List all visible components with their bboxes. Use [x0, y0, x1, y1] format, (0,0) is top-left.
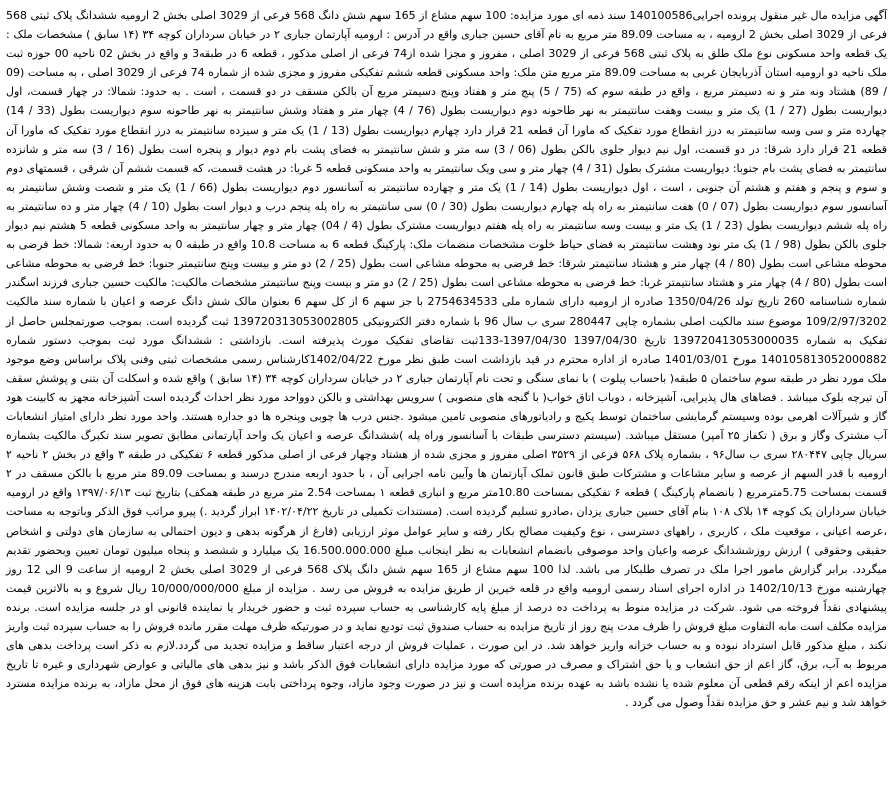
auction-notice-text: آگهی مزایده مال غیر منقول پرونده اجرایی140100586 سند ذمه ای مورد مزایده: 100 سهم مشاع از 165 سهم شش دانگ 568 فرعی از 3029 اصلی بخش 2 ارومیه ششدانگ پلاک ثبتی 568 فرعی از 3029 اصلی بخش 2 ارومیه ، به مساحت 89.09 متر مربع به نام آقای حسین جباری واقع در آدرس : ارومیه آپارتمان جباری ۲ در خیابان سرداران کوچه ۳۴ (۱۴ سابق ) مشخصات ملک : یک قطعه واحد مسکونی نوع ملک طلق به پلاک ثبتی 568 فرعی از 3029 اصلی ، مفروز و مجزا شده از74 فرعی از اصلی مذکور ، قطعه 6 در طبقه3 و واقع در بخش 02 ناحیه 00 حوزه ثبت ملک ناحیه دو ارومیه استان آذربایجان غربی به مساحت 89.09 متر مربع متن ملک: واحد مسکونی قطعه ششم تفکیکی مفروز و مجزی شده از شماره 74 فرعی از 3029 اصلی ، به مساحت (09 / 89) هشتاد ونه متر و نه دسیمتر مربع ، واقع در طبقه سوم که (75 / 5) پنج متر و هفتاد وپنج دسیمتر مربع آن بالکن مسقف در دو قسمت ، است . به حدود: شمالا: در چهار قسمت، اول دیواریست بطول (27 / 1) یک متر و بیست وهفت سانتیمتر به نهر طاحونه دوم دیواریست بطول (76 / 4) چهار متر و هفتاد وشش سانتیمتر به نهر طاحونه سوم دیواریست بطول (33 / 14) چهارده متر و سی وسه سانتیمتر به درز انقطاع مورد تفکیک که ماورا آن قطعه 21 قرار دارد چهارم دیواریست بطول (13 / 1) یک متر و سیزده سانتیمتر به درز انقطاع مورد تفکیک که ماورا آن قطعه 21 قرار دارد شرقا: در دو قسمت، اول نیم دیوار جلوی بالکن بطول (06 / 3) سه متر و شش سانتیمتر به فضای پشت بام دوم دیوار و پنجره است بطول (16 / 3) سه متر و شانزده سانتیمتر به فضای پشت بام جنوبا: دیواریست مشترک بطول (31 / 4) چهار متر و سی ویک سانتیمتر به واحد مسکونی قطعه 5 غربا: در هشت قسمت، که قسمت ششم آن شرقی ، قسمتهای دوم و سوم و پنجم و هفتم و هشتم آن جنوبی ، است ، اول دیواریست بطول (14 / 1) یک متر و چهارده سانتیمتر به آسانسور دوم دیواریست بطول (66 / 1) یک متر و شصت وشش سانتیمتر به آسانسور سوم دیواریست بطول (07 / 0) هفت سانتیمتر به راه پله چهارم دیواریست بطول (30 / 0) سی سانتیمتر به راه پله پنجم درب و دیوار است بطول (10 / 4) چهار متر و ده سانتیمتر به راه پله ششم دیواریست بطول (23 / 1) یک متر و بیست وسه سانتیمتر به راه پله هفتم دیواریست مشترک بطول (4 / 04) چهار متر و چهار سانتیمتر به واحد مسکونی قطعه 5 هشتم نیم دیوار جلوی بالکن بطول (98 / 1) یک متر نود وهشت سانتیمتر به فضای حیاط خلوت مشخصات منضمات ملک: پارکینگ قطعه 6 به مساحت 10.8 واقع در طبقه 0 به حدود اربعه: شمالا: خط فرضی به محوطه مشاعی است بطول (80 / 4) چهار متر و هشتاد سانتیمتر شرقا: خط فرضی به محوطه مشاعی است بطول (25 / 2) دو متر و بیست وپنج سانتیمتر جنوبا: خط فرضی به محوطه مشاعی است بطول (80 / 4) چهار متر و هشتاد سانتیمتر غربا: خط فرضی به محوطه مشاعی است بطول (25 / 2) دو متر و بیست وپنج سانتیمتر مشخصات مالکیت: مالکیت حسین جباری فرزند اسگندر شماره شناسنامه 260 تاریخ تولد 1350/04/26 صادره از ارومیه دارای شماره ملی 2754634533 با جز سهم 6 از کل سهم 6 بعنوان مالک شش دانگ عرصه و اعیان با شماره سند مالکیت 109/2/97/3202 موضوع سند مالکیت اصلی بشماره چاپی 280447 سری ب سال 96 با شماره دفتر الکترونیکی 139720313053002805 ثبت گردیده است. بموجب صورتمجلس حاصل از تفکیک به شماره 139720413053000035 تاریخ 1397/04/30 1397/04/30-133ثبت تقاضای تفکیک مورث پذیرفته است. بازداشتی : ششدانگ مورد ثبت بموجب دستور شماره 140105813052000882 مورخ 1401/03/01 صادره از اداره محترم در قید بازداشت است طبق نظر مورخ 1402/04/22کارشناس رسمی مشخصات ثبتی وفنی پلاک براساس وضع موجود ملک مورد نظر در طبقه سوم ساختمان ۵ طبقه( باحساب پیلوت ) با نمای سنگی و تحت نام آپارتمان جباری ۲ در خیابان سرداران کوچه ۳۴ (۱۴ سابق ) واقع شده و اسکلت آن بتنی و پوشش سقف آن تیرچه بلوک میباشد . فضاهای هال پذیرایی، آشپزخانه ، دوباب اتاق خواب( با گنجه های منصوبی ) سرویس بهداشتی و بالکن دوواحد مورد نظر احداث گردیده است آشپزخانه مجهز به کابینت هود گاز و شیرآلات اهرمی بوده وسیستم گرمایشی ساختمان توسط پکیج و رادیاتورهای منصوبی تامین میشود .جنس درب ها چوبی وپنجره ها دو جداره هستند. واحد مورد نظر دارای امتیاز انشعابات آب مشترک وگاز و برق ( تکفاز ۲۵ آمپر) مستقل میباشد. (سیستم دسترسی طبقات با آسانسور وراه پله )ششدانگ عرصه و اعیان یک واحد آپارتمانی مطابق تصویر سند تکبرگ مالکیت بشماره سریال چاپی ۲۸۰۴۴۷ سری ب سال۹۶ ، بشماره پلاک ۵۶۸ فرعی از ۳۵۲۹ اصلی مفروز و مجزی شده از هشتاد وچهار فرعی از اصلی مذکور قطعه ۶ تفکیکی در طبقه ۳ واقع در بخش ۲ ناحیه ۲ ارومیه با قدر السهم از عرصه و سایر مشاعات و مشترکات طبق قانون تملک آپارتمان ها وآیین نامه اجرایی آن ، با حدود اربعه مندرج درسند و بمساحت 89.09 متر مربع با بالکن مسقف در ۲ قسمت بمساحت 5.75مترمربع ( بانضمام پارکینگ ) قطعه ۶ تفکیکی بمساحت 10.80متر مربع و انباری قطعه ۱ بمساحت 2.54 متر مربع در طبقه همکف) بتاریخ ثبت ۱۳۹۷/۰۶/۱۳ واقع در ارومیه خیابان سرداران یک کوچه ۱۴ بلاک ۱۰۸ بنام آقای حسین جباری یزدان ،صادرو تسلیم گردیده است. (مستندات تکمیلی در تاریخ ۱۴۰۲/۰۴/۲۲ ابراز گردید .) پیرو مراتب فوق الذکر وباتوجه به مساحت ،عرصه اعیانی ، موقعیت ملک ، کاربری ، راههای دسترسی ، نوع وکیفیت مصالح بکار رفته و سایر عوامل موثر ارزیابی (فارغ از هرگونه بدهی و دیون احتمالی به سازمان های دولتی و اشخاص حقیقی وحقوقی ) ارزش روزششدانگ عرصه واعیان واحد موصوفی بانضمام انشعابات به نظر اینجانب مبلغ 16.500.000.000 یک میلیارد و ششصد و پنجاه میلیون تومان تعیین وبحضور تقدیم میگردد. برابر گزارش مامور اجرا ملک در تصرف طلبکار می باشد. لذا 100 سهم مشاع از 165 سهم شش دانگ پلاک 568 فرعی از 3029 اصلی بخش 2 ارومیه از ساعت 9 الی 12 روز چهارشنبه مورخ 1402/10/13 در اداره اجرای اسناد رسمی ارومیه واقع در قلعه خیرین از طریق مزایده به فروش می رسد . مزایده از مبلغ 10/000/000/000 ریال شروع و به بالاترین قیمت پیشنهادی نقداً فروخته می شود. شرکت در مزایده منوط به پرداخت ده درصد از مبلغ پایه کارشناسی به حساب سپرده ثبت و حضور خریدار یا نماینده قانونی او در جلسه مزایده است. برنده مزایده مکلف است مابه التفاوت مبلغ فروش را ظرف مدت پنج روز از تاریخ مزایده به حساب صندوق ثبت تودیع نماید و در صورتیکه ظرف مهلت مقرر مانده فروش را به حساب سپرده ثبت واریز نکند ، مبلغ مذکور قابل استرداد نبوده و به حساب خزانه واریز خواهد شد. در این صورت ، عملیات فروش از درجه اعتبار ساقط و مزایده تجدید می گردد.لازم به ذکر است پرداخت بدهی های مربوط به آب، برق، گاز اعم از حق انشعاب و یا حق اشتراک و مصرف در صورتی که مورد مزایده دارای انشعابات فوق الذکر باشد و نیز بدهی های مالیاتی و عوارض شهرداری و غیره تا تاریخ مزایده اعم از اینکه رقم قطعی آن معلوم شده یا نشده باشد به عهده برنده مزایده است و نیز در صورت وجود مازاد، وجوه پرداختی بابت هزینه های فوق از محل مازاد، به برنده مزایده مسترد خواهد شد و نیم عشر و حق مزایده نقداً وصول می گردد . — [6, 9, 888, 710]
